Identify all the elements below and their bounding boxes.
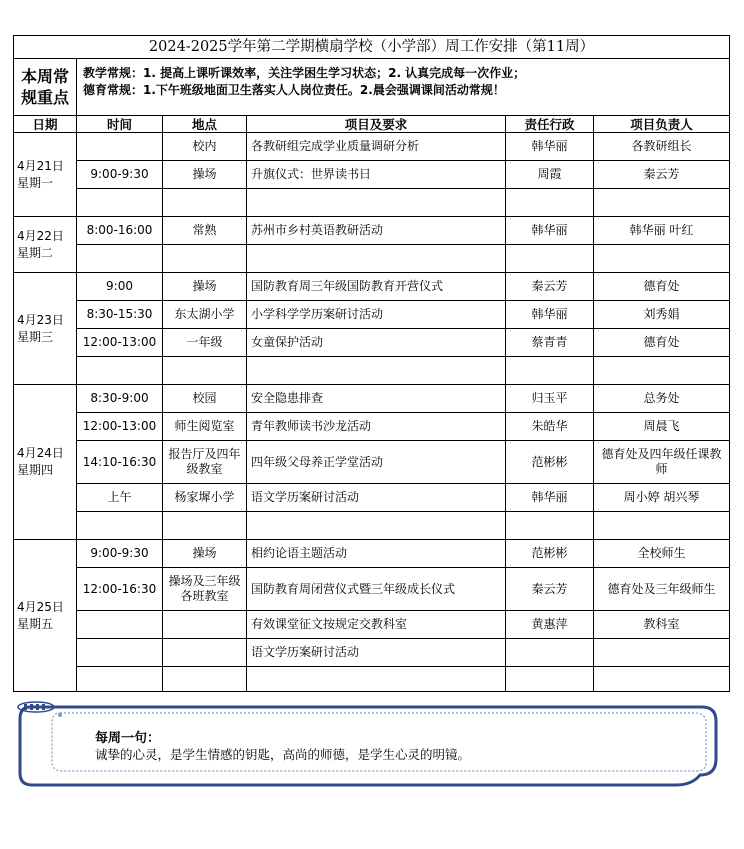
table-row [14,639,730,667]
admin-cell [506,245,594,273]
owner-cell: 韩华丽 叶红 [594,217,730,245]
date-label: 4月23日 [17,312,64,327]
place-cell [163,611,247,639]
place-cell: 校内 [163,133,247,161]
time-cell: 8:30-15:30 [77,301,163,329]
place-cell [163,667,247,692]
date-cell [14,133,77,217]
weekday-label: 星期二 [17,245,54,260]
admin-cell: 黄惠萍 [506,611,594,639]
quote-title: 每周一句： [95,731,161,746]
place-cell: 一年级 [163,329,247,357]
task-cell [247,189,506,217]
table-row [14,540,730,568]
task-cell [247,512,506,540]
date-label: 4月25日 [17,599,64,614]
place-cell [163,357,247,385]
admin-cell: 韩华丽 [506,217,594,245]
header-time: 时间 [77,116,163,133]
owner-cell [594,639,730,667]
table-row [14,413,730,441]
task-cell: 国防教育周闭营仪式暨三年级成长仪式 [247,568,506,611]
time-cell: 12:00-13:00 [77,329,163,357]
table-row [14,329,730,357]
date-cell [14,385,77,540]
owner-cell: 总务处 [594,385,730,413]
owner-cell: 刘秀娟 [594,301,730,329]
table-row [14,357,730,385]
quote-text: 诚挚的心灵，是学生情感的钥匙，高尚的师德，是学生心灵的明镜。 [95,747,471,762]
weekday-label: 星期三 [17,329,54,344]
time-cell [77,245,163,273]
table-row [14,273,730,301]
header-admin: 责任行政 [506,116,594,133]
admin-cell: 韩华丽 [506,484,594,512]
task-cell [247,245,506,273]
admin-cell: 范彬彬 [506,441,594,484]
task-cell: 相约论语主题活动 [247,540,506,568]
owner-cell [594,357,730,385]
teaching-routine: 教学常规：1. 提高上课听课效率，关注学困生学习状态；2. 认真完成每一次作业； [83,66,526,80]
task-cell: 青年教师读书沙龙活动 [247,413,506,441]
time-cell: 9:00-9:30 [77,540,163,568]
corner-dot [58,713,62,717]
owner-cell: 德育处及四年级任课教师 [594,441,730,484]
schedule-title: 2024-2025学年第二学期横扇学校（小学部）周工作安排（第11周） [14,36,730,59]
admin-cell: 韩华丽 [506,133,594,161]
schedule-sheet [13,35,729,692]
admin-cell: 秦云芳 [506,568,594,611]
focus-label-line1: 本周常 [20,67,69,86]
admin-cell [506,639,594,667]
time-cell [77,639,163,667]
admin-cell: 范彬彬 [506,540,594,568]
time-cell [77,133,163,161]
owner-cell: 周晨飞 [594,413,730,441]
date-label: 4月22日 [17,228,64,243]
task-cell [247,667,506,692]
date-cell [14,540,77,692]
place-cell [163,189,247,217]
place-cell [163,639,247,667]
place-cell: 杨家墀小学 [163,484,247,512]
place-cell: 操场及三年级各班教室 [163,568,247,611]
header-date: 日期 [14,116,77,133]
table-row [14,385,730,413]
table-row [14,189,730,217]
owner-cell [594,189,730,217]
place-cell: 常熟 [163,217,247,245]
admin-cell [506,667,594,692]
header-owner: 项目负责人 [594,116,730,133]
time-cell [77,189,163,217]
task-cell: 四年级父母养正学堂活动 [247,441,506,484]
date-cell [14,217,77,273]
weekday-label: 星期五 [17,616,54,631]
place-cell: 校园 [163,385,247,413]
date-cell [14,273,77,385]
header-task: 项目及要求 [247,116,506,133]
admin-cell: 韩华丽 [506,301,594,329]
task-cell: 语文学历案研讨活动 [247,484,506,512]
table-row [14,667,730,692]
table-row [14,512,730,540]
owner-cell: 周小婷 胡兴琴 [594,484,730,512]
date-label: 4月21日 [17,158,64,173]
owner-cell: 秦云芳 [594,161,730,189]
admin-cell [506,512,594,540]
table-row [14,161,730,189]
focus-label-line2: 规重点 [20,88,69,107]
time-cell: 9:00 [77,273,163,301]
place-cell: 报告厅及四年级教室 [163,441,247,484]
weekday-label: 星期一 [17,175,54,190]
owner-cell [594,245,730,273]
task-cell: 有效课堂征文按规定交教科室 [247,611,506,639]
task-cell: 语文学历案研讨活动 [247,639,506,667]
time-cell: 9:00-9:30 [77,161,163,189]
admin-cell: 秦云芳 [506,273,594,301]
focus-content [77,59,730,116]
admin-cell: 周霞 [506,161,594,189]
admin-cell: 蔡青青 [506,329,594,357]
admin-cell: 归玉平 [506,385,594,413]
place-cell [163,245,247,273]
focus-label [14,59,77,116]
place-cell [163,512,247,540]
weekly-schedule-table [13,35,730,692]
decorative-dots-icon [16,701,56,713]
time-cell [77,512,163,540]
task-cell: 升旗仪式：世界读书日 [247,161,506,189]
owner-cell: 教科室 [594,611,730,639]
time-cell: 8:30-9:00 [77,385,163,413]
owner-cell: 德育处 [594,329,730,357]
task-cell [247,357,506,385]
place-cell: 师生阅览室 [163,413,247,441]
admin-cell [506,357,594,385]
table-row [14,133,730,161]
moral-routine: 德育常规：1.下午班级地面卫生落实人人岗位责任。2.晨会强调课间活动常规！ [83,83,505,97]
owner-cell: 全校师生 [594,540,730,568]
table-row [14,441,730,484]
task-cell: 各教研组完成学业质量调研分析 [247,133,506,161]
time-cell: 上午 [77,484,163,512]
time-cell: 14:10-16:30 [77,441,163,484]
time-cell [77,667,163,692]
owner-cell: 各教研组长 [594,133,730,161]
weekly-quote-box [16,701,722,789]
task-cell: 小学科学学历案研讨活动 [247,301,506,329]
admin-cell [506,189,594,217]
owner-cell [594,667,730,692]
place-cell: 操场 [163,161,247,189]
owner-cell [594,512,730,540]
table-row [14,484,730,512]
table-row [14,217,730,245]
admin-cell: 朱皓华 [506,413,594,441]
task-cell: 国防教育周三年级国防教育开营仪式 [247,273,506,301]
table-row [14,245,730,273]
time-cell: 12:00-13:00 [77,413,163,441]
weekday-label: 星期四 [17,463,54,477]
time-cell [77,611,163,639]
time-cell: 12:00-16:30 [77,568,163,611]
place-cell: 操场 [163,273,247,301]
task-cell: 苏州市乡村英语教研活动 [247,217,506,245]
header-place: 地点 [163,116,247,133]
table-row [14,568,730,611]
task-cell: 女童保护活动 [247,329,506,357]
owner-cell: 德育处 [594,273,730,301]
owner-cell: 德育处及三年级师生 [594,568,730,611]
time-cell [77,357,163,385]
place-cell: 操场 [163,540,247,568]
table-row [14,301,730,329]
date-label: 4月24日 [17,446,64,460]
time-cell: 8:00-16:00 [77,217,163,245]
table-row [14,611,730,639]
task-cell: 安全隐患排查 [247,385,506,413]
place-cell: 东太湖小学 [163,301,247,329]
